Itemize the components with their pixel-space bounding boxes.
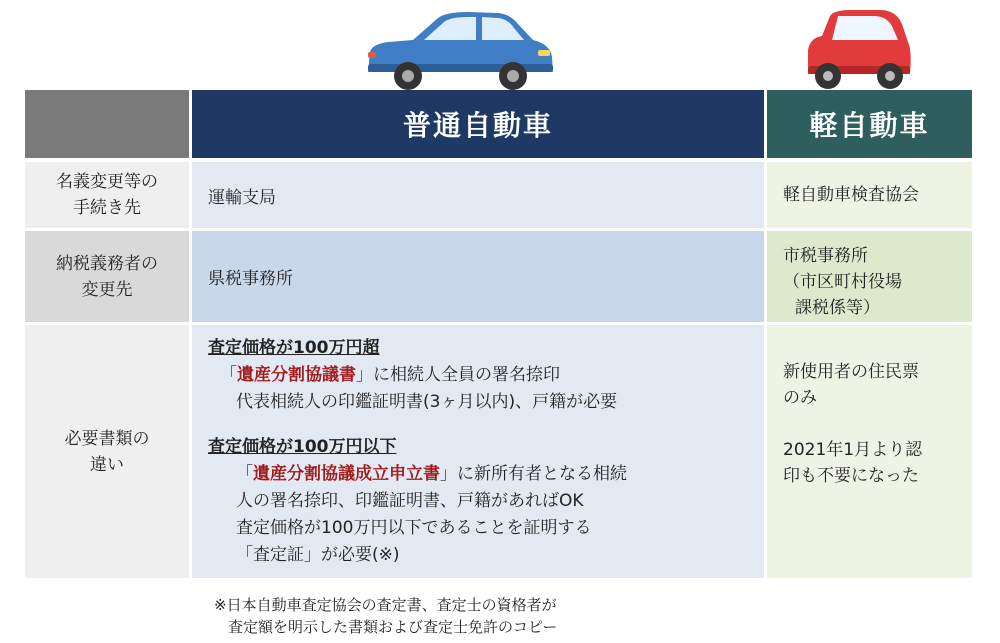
row2-kei-line2: （市区町村役場	[783, 272, 902, 292]
isan-bunkatsu-kyogisho: 遺産分割協議書	[237, 365, 356, 385]
under-100-line2: 人の署名捺印、印鑑証明書、戸籍があればOK	[236, 491, 584, 511]
row1-kei: 軽自動車検査協会	[767, 162, 972, 228]
row1-futsu: 運輸支局	[192, 162, 764, 228]
under-100-line4: 「査定証」が必要(※)	[236, 545, 400, 565]
under-100-line3: 査定価格が100万円以下であることを証明する	[236, 518, 592, 538]
row3-kei-line2: のみ	[783, 388, 817, 408]
row2-label-line2: 変更先	[81, 279, 133, 300]
row2-kei	[767, 231, 972, 322]
footnote-line2: 査定額を明示した書類および査定士免許のコピー	[228, 618, 558, 636]
over-100-line2: 代表相続人の印鑑証明書(3ヶ月以内)、戸籍が必要	[236, 392, 618, 412]
row3-kei	[767, 325, 972, 578]
row2-futsu: 県税事務所	[192, 231, 764, 322]
row2-label-line1: 納税義務者の	[56, 253, 158, 274]
row3-label-line2: 違い	[90, 454, 124, 475]
under-100-title: 査定価格が100万円以下	[208, 437, 397, 457]
row2-kei-line3: 課税係等）	[795, 298, 880, 318]
row3-label	[25, 325, 189, 578]
header-blank-cell	[25, 90, 189, 158]
row1-label-line1: 名義変更等の	[56, 172, 158, 192]
row1-label	[25, 162, 189, 228]
row3-futsu	[192, 325, 764, 578]
row3-kei-line3: 2021年1月より認	[783, 440, 923, 460]
header-futsu: 普通自動車	[192, 90, 764, 158]
red-car-icon	[800, 2, 915, 92]
row3-label-line1: 必要書類の	[64, 428, 150, 449]
under-100-line1: 「遺産分割協議成立申立書」に新所有者となる相続	[236, 464, 627, 484]
row3-kei-line1: 新使用者の住民票	[783, 362, 919, 382]
footnote	[214, 594, 557, 638]
footnote-line1: ※日本自動車査定協会の査定書、査定士の資格者が	[214, 596, 557, 614]
row2-label	[25, 231, 189, 322]
isan-bunkatsu-seiritsu-moushitatesho: 遺産分割協議成立申立書	[253, 464, 440, 484]
blue-car-icon	[358, 2, 558, 92]
row3-kei-line4: 印も不要になった	[783, 466, 919, 486]
header-kei: 軽自動車	[767, 90, 972, 158]
row1-label-line2: 手続き先	[73, 198, 141, 218]
row2-kei-line1: 市税事務所	[783, 246, 868, 266]
over-100-title: 査定価格が100万円超	[208, 338, 380, 358]
over-100-line1: 「遺産分割協議書」に相続人全員の署名捺印	[220, 365, 560, 385]
